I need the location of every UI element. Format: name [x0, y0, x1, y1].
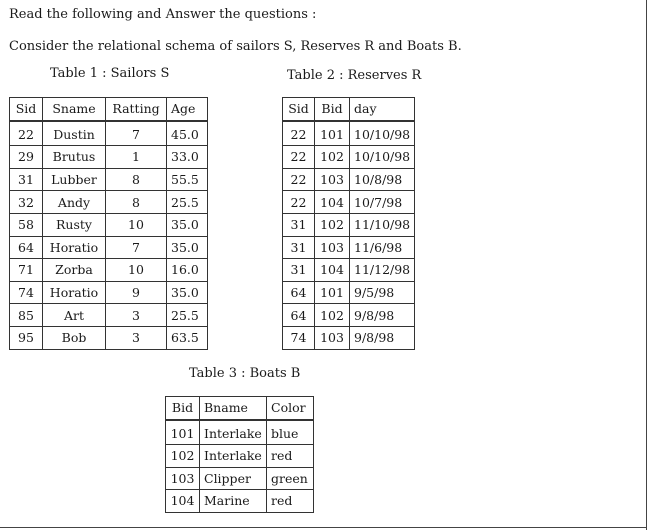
table-cell: 16.0 [167, 259, 208, 282]
table-cell: 102 [315, 213, 350, 236]
table-row [283, 146, 415, 169]
table-cell: 35.0 [167, 281, 208, 304]
table-cell: 10/10/98 [350, 146, 415, 169]
table-row [283, 191, 415, 214]
schema-description: Consider the relational schema of sailors S, Reserves R and Boats B. [9, 39, 462, 54]
table-cell: 11/12/98 [350, 259, 415, 282]
table-cell: red [267, 445, 314, 468]
boats-table-caption: Table 3 : Boats B [189, 366, 301, 381]
table-cell: 8 [106, 168, 167, 191]
table-row [283, 304, 415, 327]
instruction-text: Read the following and Answer the questions : [9, 7, 317, 22]
reserves-table [282, 97, 415, 350]
table-cell: 74 [283, 326, 315, 349]
table-cell: 104 [315, 191, 350, 214]
table-cell: 74 [10, 281, 43, 304]
table-cell: 104 [166, 490, 200, 513]
table-cell: 29 [10, 146, 43, 169]
table-cell: 7 [106, 121, 167, 146]
table-cell: 10 [106, 213, 167, 236]
table-cell: 33.0 [167, 146, 208, 169]
column-header: Bname [200, 397, 267, 420]
column-header: day [350, 98, 415, 121]
table-row [10, 281, 208, 304]
table-cell: 103 [315, 236, 350, 259]
table-cell: Bob [43, 326, 106, 349]
column-header: Bid [315, 98, 350, 121]
table-cell: 11/10/98 [350, 213, 415, 236]
table-cell: 25.5 [167, 304, 208, 327]
table-cell: Interlake [200, 420, 267, 445]
table-cell: 103 [315, 168, 350, 191]
table-cell: blue [267, 420, 314, 445]
table-row [166, 490, 314, 513]
column-header: Sname [43, 98, 106, 121]
table-row [10, 259, 208, 282]
table-cell: 102 [315, 304, 350, 327]
table-row [10, 326, 208, 349]
table-cell: 9 [106, 281, 167, 304]
table-cell: 3 [106, 304, 167, 327]
table-cell: 95 [10, 326, 43, 349]
column-header: Age [167, 98, 208, 121]
table-cell: 1 [106, 146, 167, 169]
table-cell: 25.5 [167, 191, 208, 214]
column-header: Color [267, 397, 314, 420]
table-cell: Zorba [43, 259, 106, 282]
table-cell: 31 [283, 259, 315, 282]
table-header-row [10, 98, 208, 121]
table-row [166, 420, 314, 445]
table-row [166, 467, 314, 490]
table-cell: 103 [315, 326, 350, 349]
table-cell: 85 [10, 304, 43, 327]
table-cell: Marine [200, 490, 267, 513]
table-cell: Lubber [43, 168, 106, 191]
table-cell: 104 [315, 259, 350, 282]
table-cell: 58 [10, 213, 43, 236]
table-row [10, 191, 208, 214]
table-cell: 22 [283, 146, 315, 169]
table-cell: 3 [106, 326, 167, 349]
table-cell: 9/8/98 [350, 304, 415, 327]
table-cell: 35.0 [167, 213, 208, 236]
table-cell: Clipper [200, 467, 267, 490]
boats-table [165, 396, 314, 513]
reserves-table-body [283, 121, 415, 349]
table-row [283, 326, 415, 349]
table-cell: 101 [166, 420, 200, 445]
page-right-border [646, 0, 647, 530]
table-row [283, 213, 415, 236]
table-cell: 32 [10, 191, 43, 214]
table-cell: 31 [283, 236, 315, 259]
column-header: Ratting [106, 98, 167, 121]
table-row [283, 121, 415, 146]
sailors-table-caption: Table 1 : Sailors S [50, 66, 170, 81]
table-cell: 31 [10, 168, 43, 191]
table-cell: Art [43, 304, 106, 327]
table-cell: 64 [283, 281, 315, 304]
table-cell: 64 [10, 236, 43, 259]
table-cell: 10/10/98 [350, 121, 415, 146]
table-cell: Horatio [43, 236, 106, 259]
table-row [10, 168, 208, 191]
table-row [283, 168, 415, 191]
table-row [10, 304, 208, 327]
sailors-table-body [10, 121, 208, 349]
table-cell: Rusty [43, 213, 106, 236]
table-row [10, 121, 208, 146]
table-cell: Andy [43, 191, 106, 214]
table-row [10, 213, 208, 236]
table-cell: 101 [315, 121, 350, 146]
table-cell: 35.0 [167, 236, 208, 259]
reserves-table-caption: Table 2 : Reserves R [287, 68, 422, 83]
table-cell: 64 [283, 304, 315, 327]
table-row [283, 281, 415, 304]
table-cell: 22 [10, 121, 43, 146]
table-cell: 101 [315, 281, 350, 304]
table-cell: 45.0 [167, 121, 208, 146]
table-header-row [283, 98, 415, 121]
table-header-row [166, 397, 314, 420]
table-row [166, 445, 314, 468]
table-cell: 10/7/98 [350, 191, 415, 214]
table-cell: 102 [315, 146, 350, 169]
table-cell: 31 [283, 213, 315, 236]
table-cell: 9/5/98 [350, 281, 415, 304]
table-cell: 8 [106, 191, 167, 214]
column-header: Bid [166, 397, 200, 420]
sailors-table [9, 97, 208, 350]
table-cell: 10 [106, 259, 167, 282]
table-row [10, 146, 208, 169]
table-cell: 10/8/98 [350, 168, 415, 191]
table-row [283, 259, 415, 282]
table-row [10, 236, 208, 259]
column-header: Sid [283, 98, 315, 121]
table-row [283, 236, 415, 259]
table-cell: 22 [283, 191, 315, 214]
table-cell: Horatio [43, 281, 106, 304]
page-bottom-border [0, 527, 647, 528]
boats-table-body [166, 420, 314, 513]
table-cell: 102 [166, 445, 200, 468]
table-cell: 63.5 [167, 326, 208, 349]
table-cell: red [267, 490, 314, 513]
table-cell: 9/8/98 [350, 326, 415, 349]
table-cell: 11/6/98 [350, 236, 415, 259]
table-cell: 103 [166, 467, 200, 490]
table-cell: 71 [10, 259, 43, 282]
table-cell: Interlake [200, 445, 267, 468]
table-cell: green [267, 467, 314, 490]
table-cell: 22 [283, 121, 315, 146]
column-header: Sid [10, 98, 43, 121]
table-cell: 55.5 [167, 168, 208, 191]
table-cell: Dustin [43, 121, 106, 146]
table-cell: 7 [106, 236, 167, 259]
table-cell: Brutus [43, 146, 106, 169]
table-cell: 22 [283, 168, 315, 191]
